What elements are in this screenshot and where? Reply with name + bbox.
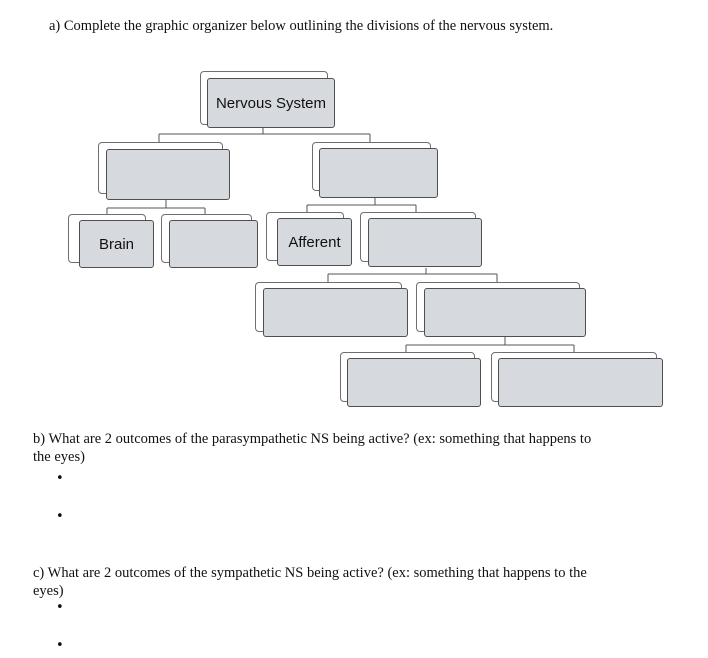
answer-bullet-c2[interactable]: •: [56, 638, 64, 653]
question-b-line1: b) What are 2 outcomes of the parasympathetic NS being active? (ex: something that happens to: [33, 431, 592, 447]
level3-right-blank[interactable]: [424, 288, 586, 337]
answer-bullet-c1[interactable]: •: [56, 600, 64, 615]
level1-right-blank[interactable]: [319, 148, 438, 198]
level2-right-blank[interactable]: [368, 218, 482, 267]
level2-left-blank[interactable]: [169, 220, 258, 268]
answer-bullet-b2[interactable]: •: [56, 509, 64, 524]
root-label: Nervous System: [207, 78, 335, 128]
brain-label: Brain: [79, 220, 154, 268]
answer-bullet-b1[interactable]: •: [56, 471, 64, 486]
question-a: a) Complete the graphic organizer below outlining the divisions of the nervous system.: [49, 18, 554, 34]
question-c-line1: c) What are 2 outcomes of the sympathetic NS being active? (ex: something that happens to the: [33, 565, 587, 581]
level3-left-blank[interactable]: [263, 288, 408, 337]
level4-left-blank[interactable]: [347, 358, 481, 407]
level4-right-blank[interactable]: [498, 358, 663, 407]
afferent-label: Afferent: [277, 218, 352, 266]
question-c-line2: eyes): [33, 583, 64, 599]
question-b-line2: the eyes): [33, 449, 85, 465]
level1-left-blank[interactable]: [106, 149, 230, 200]
